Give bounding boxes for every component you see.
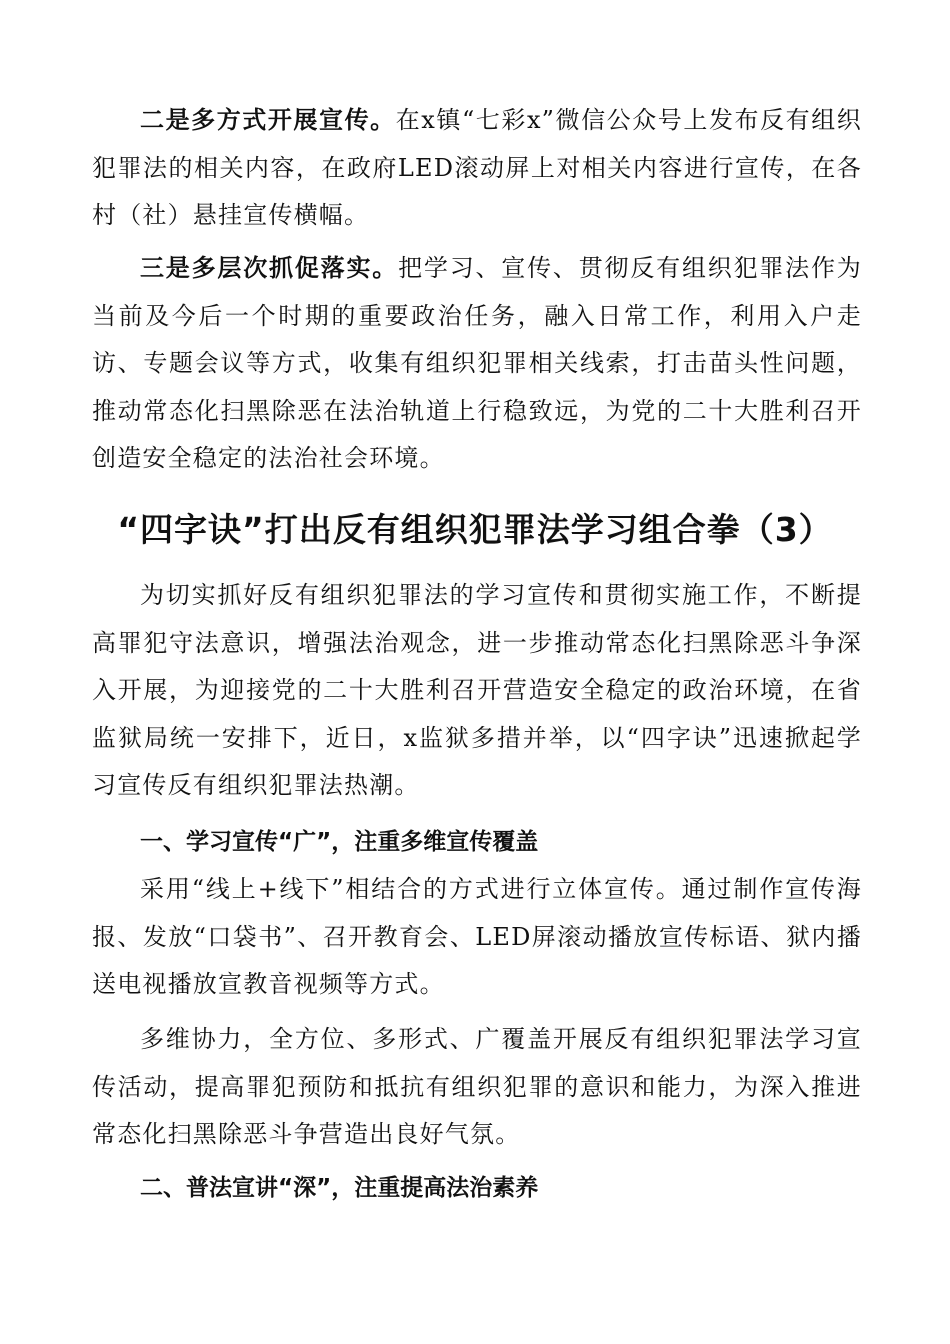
paragraph-body: 在x镇“七彩x”微信公众号上发布反有组织犯罪法的相关内容，在政府LED滚动屏上对相关内容进行宣传，在各村（社）悬挂宣传横幅。 [92,106,863,229]
paragraph-body: 把学习、宣传、贯彻反有组织犯罪法作为当前及今后一个时期的重要政治任务，融入日常工作，利用入户走访、专题会议等方式，收集有组织犯罪相关线索，打击苗头性问题，推动常态化扫黑除恶在法治轨道上行稳致远，为党的二十大胜利召开创造安全稳定的法治社会环境。 [92,254,862,472]
paragraph-section1-b: 多维协力，全方位、多形式、广覆盖开展反有组织犯罪法学习宣传活动，提高罪犯预防和抵抗有组织犯罪的意识和能力，为深入推进常态化扫黑除恶斗争营造出良好气氛。 [92,1025,862,1148]
paragraph-lead: 三是多层次抓促落实。 [140,254,399,282]
paragraph-lead: 二是多方式开展宣传。 [140,106,396,134]
section-heading-1: 一、学习宣传“广”，注重多维宣传覆盖 [140,829,539,855]
paragraph-intro: 为切实抓好反有组织犯罪法的学习宣传和贯彻实施工作，不断提高罪犯守法意识，增强法治观念，进一步推动常态化扫黑除恶斗争深入开展，为迎接党的二十大胜利召开营造安全稳定的政治环境，在省监狱局统一安排下，近日，x监狱多措并举，以“四字诀”迅速掀起学习宣传反有组织犯罪法热潮。 [92,581,862,799]
article-title: “四字诀”打出反有组织犯罪法学习组合拳（3） [117,510,833,549]
paragraph-multi-channel-publicity [92,97,862,240]
section-heading-2: 二、普法宣讲“深”，注重提高法治素养 [140,1175,539,1201]
paragraph-multi-level-implementation [92,245,862,483]
paragraph-section1-a: 采用“线上+线下”相结合的方式进行立体宣传。通过制作宣传海报、发放“口袋书”、召开教育会、LED屏滚动播放宣传标语、狱内播送电视播放宣教音视频等方式。 [92,875,862,998]
